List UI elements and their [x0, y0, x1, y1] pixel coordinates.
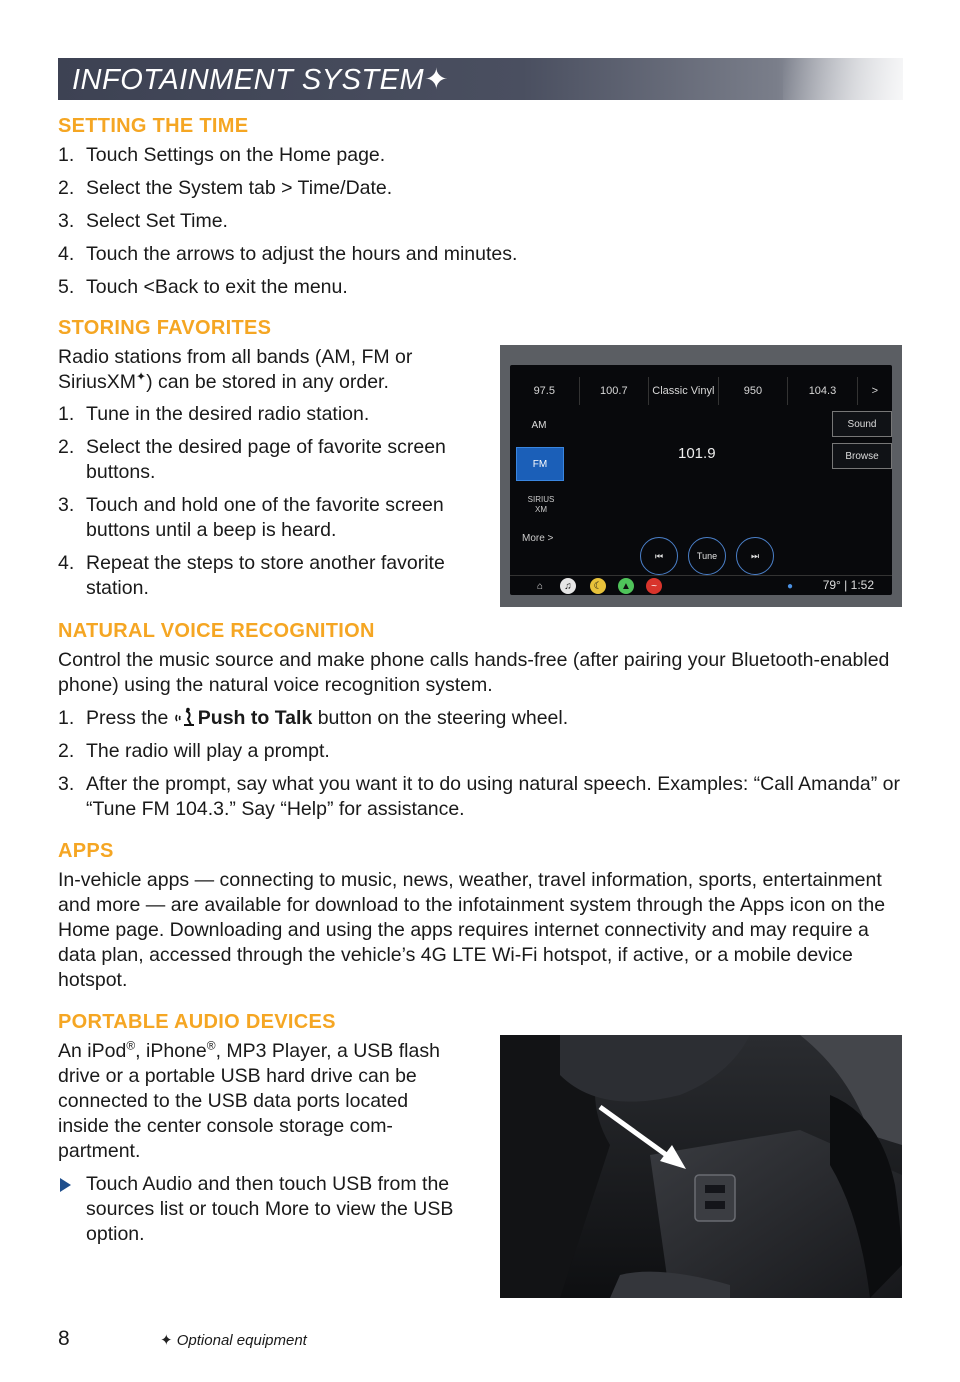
band-am-button[interactable]: AM [531, 419, 547, 431]
step-item: 2. The radio will play a prompt. [58, 740, 330, 762]
step-item: 3. Touch and hold one of the favorite screen buttons until a beep is heard. [58, 494, 444, 541]
usb-port [695, 1175, 735, 1221]
usb-console-photo [500, 1035, 902, 1298]
step-item: 1. Press the Push to Talk button on the steering wheel. [58, 707, 569, 729]
portable-body: An iPod®, iPhone®, MP3 Player, a USB flash drive or a portable USB hard drive can be connected to the USB data ports located inside the center console storage com-partment. [58, 1038, 440, 1162]
step-item: 4. Repeat the steps to store another favorite station. [58, 552, 445, 599]
setting-time-steps [58, 143, 918, 308]
infotainment-screen [510, 365, 892, 595]
navigation-icon[interactable]: ▲ [618, 578, 634, 594]
tune-button[interactable]: Tune [688, 537, 726, 575]
step-item: 2. Select the desired page of favorite screen buttons. [58, 436, 446, 483]
sound-button[interactable]: Sound [832, 411, 892, 437]
push-to-talk-icon [174, 707, 198, 727]
footnote: ✦ Optional equipment [160, 1332, 307, 1349]
apps-body: In-vehicle apps — connecting to music, news, weather, travel information, sports, entertainment and more — are available for download to the infotainment system through the Apps icon on the Home page. Downloading and using the apps requires internet connectivity and may require a data plan, accessed through the vehicle’s 4G LTE Wi-Fi hotspot, if active, or a mobile device hotspot. [58, 869, 886, 991]
more-button[interactable]: More > [522, 533, 554, 544]
storing-favorites-heading: STORING FAVORITES [58, 317, 272, 339]
voice-steps [58, 706, 903, 830]
page-number: 8 [58, 1327, 70, 1350]
apps-icon[interactable]: ~ [646, 578, 662, 594]
console-illustration [500, 1035, 902, 1298]
storing-favorites-steps [58, 402, 458, 609]
favorites-next-icon[interactable]: > [871, 385, 879, 397]
voice-intro: Control the music source and make phone calls hands-free (after pairing your Bluetooth-enabled phone) using the natural voice recognition system. [58, 649, 890, 696]
voice-heading: NATURAL VOICE RECOGNITION [58, 620, 375, 642]
band-fm-button[interactable]: FM [516, 447, 564, 481]
apps-heading: APPS [58, 840, 114, 862]
favorite-button[interactable]: 97.5 [510, 377, 580, 405]
bullet-arrow-icon [60, 1178, 71, 1192]
step-item: 3. Select Set Time. [58, 210, 228, 232]
phone-icon[interactable]: ☾ [590, 578, 606, 594]
banner-title: INFOTAINMENT SYSTEM✦ [72, 64, 449, 96]
step-item: 4. Touch the arrows to adjust the hours and minutes. [58, 243, 518, 265]
screen-bottom-bar [510, 575, 892, 596]
siriusxm-icon[interactable]: SIRIUS XM [527, 495, 555, 514]
step-item: 1. Tune in the desired radio station. [58, 403, 370, 425]
status-readout: 79° | 1:52 [822, 578, 874, 592]
browse-button[interactable]: Browse [832, 443, 892, 469]
seek-back-icon[interactable]: ⏮ [640, 537, 678, 575]
banner-gradient-edge [783, 58, 903, 100]
audio-icon[interactable]: ♫ [560, 578, 576, 594]
favorite-button[interactable]: 104.3 [788, 377, 858, 405]
setting-time-heading: SETTING THE TIME [58, 115, 249, 137]
portable-heading: PORTABLE AUDIO DEVICES [58, 1011, 336, 1033]
home-icon[interactable]: ⌂ [536, 580, 544, 592]
favorite-button[interactable]: 100.7 [580, 377, 650, 405]
step-item: 2. Select the System tab > Time/Date. [58, 177, 393, 199]
radio-screen-photo [500, 345, 902, 607]
location-pin-icon: ● [786, 580, 794, 592]
favorite-button[interactable]: 950 [719, 377, 789, 405]
portable-bullet: Touch Audio and then touch USB from the sources list or touch More to view the USB option. [58, 1172, 481, 1247]
favorites-row [510, 377, 892, 405]
step-item: 3. After the prompt, say what you want it to do using natural speech. Examples: “Call Amanda” or “Tune FM 104.3.” Say “Help” for assistance. [58, 773, 900, 820]
seek-forward-icon[interactable]: ⏭ [736, 537, 774, 575]
favorite-button[interactable]: Classic Vinyl [649, 377, 719, 405]
section-banner [58, 58, 903, 100]
storing-favorites-intro: Radio stations from all bands (AM, FM or SiriusXM✦) can be stored in any order. [58, 346, 413, 393]
current-frequency: 101.9 [678, 445, 716, 462]
step-item: 1. Touch Settings on the Home page. [58, 144, 386, 166]
step-item: 5. Touch <Back to exit the menu. [58, 276, 348, 298]
